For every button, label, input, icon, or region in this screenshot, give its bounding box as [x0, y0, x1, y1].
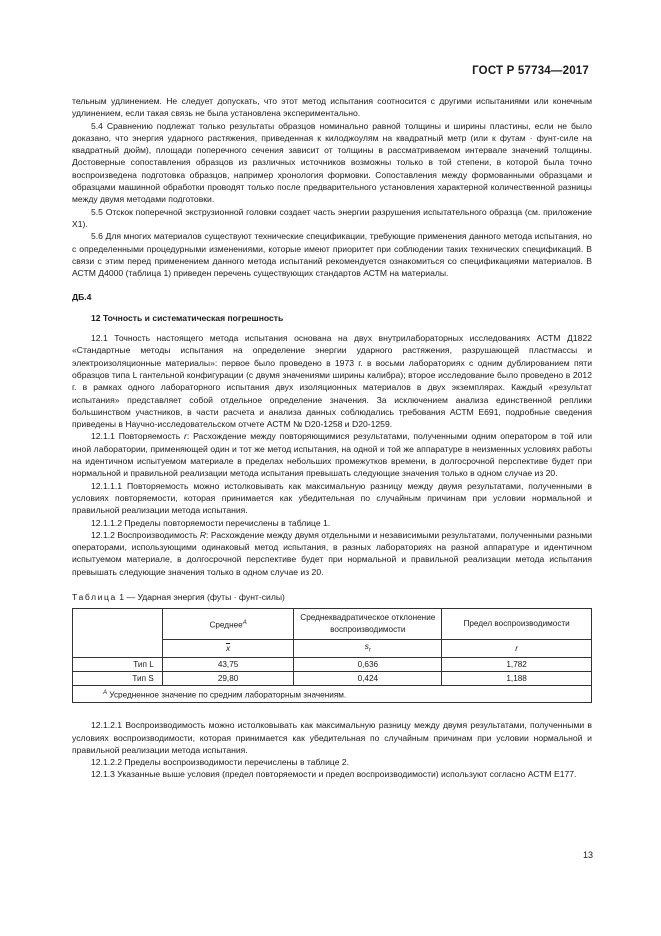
cell-mean: 29,80 [162, 672, 294, 686]
paragraph-5-4: 5.4 Сравнению подлежат только результаты образцов номинально равной толщины и ширины пластины, если не было доказано, что энергия ударного растяжения, приведенная к килоджоулям на квадратный метр (или к футам · фунт-силе на квадратный дюйм), площади поперечного сечения зависит от толщины в рассматриваемом интервале значений толщины. Достоверные сопоставления образцов из различных источников возможны только в той степени, в которой была точно воспроизведена подготовка образцов, например хронология формовки. Сопоставления между формованными образцами и образцами машинной обработки проводят только после предварительного установления характерной количественной разницы между двумя методами подготовки. [72, 120, 592, 205]
page-number: 13 [583, 850, 594, 860]
paragraph-12-1-1: 12.1.1 Повторяемость r: Расхождение между повторяющимися результатами, полученными одним оператором в той или иной лаборатории, применяющей один и тот же метод испытания, на одной и той же аппаратуре в неизменных условиях работы на идентичном испытуемом материале в пределах небольших промежутков времени, в долгосрочной перспективе будет при нормальной и правильной реализации метода испытания превышать следующие значения только в одном случае из 20. [72, 431, 592, 479]
document-body [72, 95, 592, 781]
paragraph-12-1: 12.1 Точность настоящего метода испытания основана на двух внутрилабораторных исследованиях АСТМ Д1822 «Стандартные методы испытания на определение энергии ударного растяжения, разрушающей пластмассы и электроизоляционные материалы»: первое было проведено в 1973 г. в восьми лабораториях с одним дублированием пяти образцов типа L гантельной конфигурации (с двумя значениями ширины калибра); второе исследование было проведено в 2012 г. в рамках одного лабораторного испытания двух изоляционных материалов в двух экземплярах. Каждый «результат испытания» представляет собой отдельное определение значения. За исключением анализа единственной реплики большинством участников, в части расчета и анализа данных соблюдались требования АСТМ Е691, подробные сведения приведены в Научно-исследовательском отчете АСТМ № D20-1258 и D20-1259. [72, 333, 592, 430]
paragraph-12-1-2-1: 12.1.2.1 Воспроизводимость можно истолковывать как максимальную разницу между двумя результатами, полученными в условиях воспроизводимости, которая принимается как убедительная по случайным причинам при условии нормальной и правильной реализации метода испытания. [72, 720, 592, 755]
table-caption: Таблица 1 — Ударная энергия (футы · фунт-силы) [72, 591, 285, 602]
table-row [73, 672, 592, 686]
paragraph: тельным удлинением. Не следует допускать, что этот метод испытания соотносится с другими испытаниями или конечным удлинением, если такая связь не была установлена экспериментально. [72, 96, 592, 119]
symbol-limit: r [442, 640, 592, 658]
table-row [73, 658, 592, 672]
section-title: 12 Точность и систематическая погрешность [91, 312, 284, 323]
paragraph-5-6: 5.6 Для многих материалов существуют технические спецификации, требующие применения данного метода испытания, но с определенными процедурными изменениями, которые имеют приоритет при соблюдении таких технических спецификаций. В связи с этим перед применением данного метода испытаний рекомендуется ознакомиться со спецификациями материалов. В АСТМ Д4000 (таблица 1) приведен перечень существующих стандартов АСТМ на материалы. [72, 231, 592, 279]
table-footnote-row [73, 686, 592, 703]
paragraph-5-5: 5.5 Отскок поперечной экструзионной головки создает часть энергии разрушения испытательного образца (см. приложение X1). [72, 206, 592, 229]
paragraph-12-1-2: 12.1.2 Воспроизводимость R: Расхождение между двумя отдельными и независимыми результатами, полученными разными операторами, использующими одинаковый метод испытания, в разных лабораториях на разной аппаратуре и идентичном испытуемом материале, в долгосрочной перспективе будет при нормальной и правильной реализации метода испытания превышать следующие значения только в одном случае из 20. [72, 529, 593, 577]
table-corner-cell [73, 609, 163, 658]
section-label: ДБ.4 [72, 292, 92, 303]
paragraph-12-1-3: 12.1.3 Указанные выше условия (предел повторяемости и предел воспроизводимости) используют согласно АСТМ Е177. [91, 769, 577, 780]
col-mean-header: Среднее$^А$ [162, 609, 294, 640]
cell-sd: 0,636 [294, 658, 442, 672]
row-label: Тип S [73, 672, 163, 686]
cell-limit: 1,188 [442, 672, 592, 686]
col-sd-header: Среднеквадратическое отклонение воспроизводимости [294, 609, 442, 640]
symbol-mean: $\overline{x}$ [162, 640, 294, 658]
impact-energy-table [72, 608, 592, 703]
document-header: ГОСТ Р 57734—2017 [472, 65, 589, 77]
paragraph-12-1-1-1: 12.1.1.1 Повторяемость можно истолковывать как максимальную разницу между двумя результатами, полученными в условиях повторяемости, которая принимается как убедительная по случайным причинам при условии нормальной и правильной реализации метода испытания. [72, 480, 592, 516]
cell-mean: 43,75 [162, 658, 294, 672]
symbol-sd: $s_r$ [294, 640, 442, 658]
paragraph-12-1-1-2: 12.1.1.2 Пределы повторяемости перечислены в таблице 1. [91, 517, 331, 528]
table-footnote: $^А$ Усредненное значение по средним лабораторным значениям. [73, 686, 592, 703]
paragraph-12-1-2-2: 12.1.2.2 Пределы воспроизводимости перечислены в таблице 2. [91, 757, 350, 768]
row-label: Тип L [73, 658, 163, 672]
table-header-row [73, 609, 592, 640]
cell-limit: 1,782 [442, 658, 592, 672]
cell-sd: 0,424 [294, 672, 442, 686]
col-limit-header: Предел воспроизводимости [442, 609, 592, 640]
